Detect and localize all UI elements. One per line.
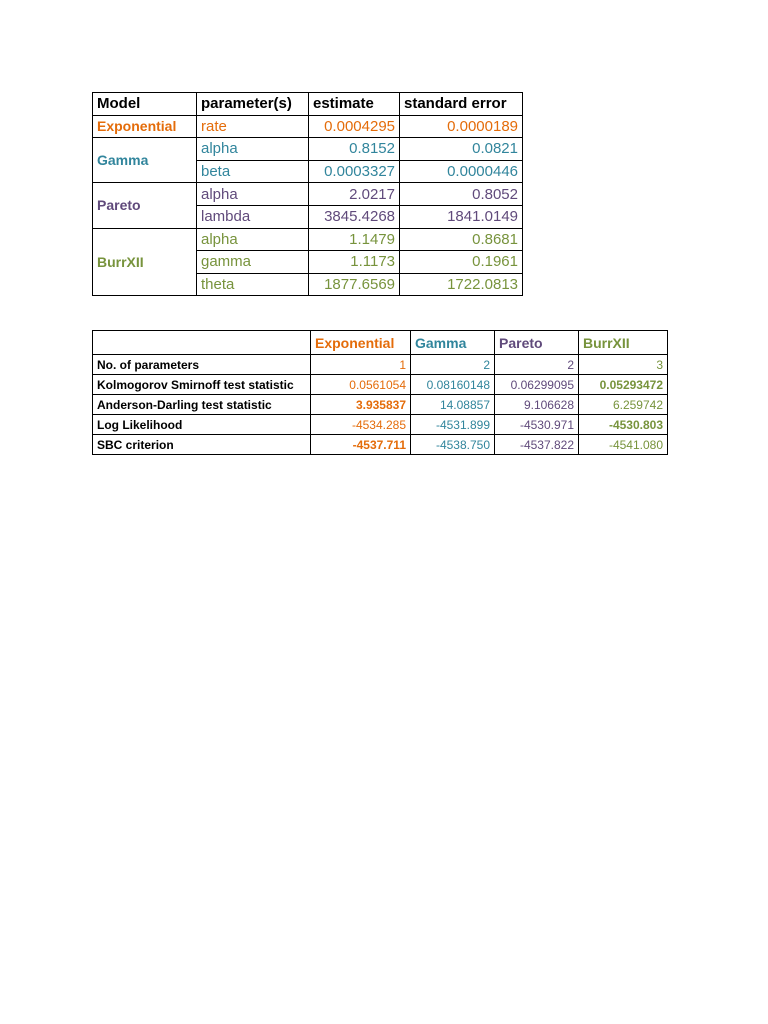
row-label-no-of-parameters: No. of parameters <box>93 355 311 375</box>
table-row <box>93 395 668 415</box>
parameter-name: alpha <box>197 183 309 206</box>
value-burrxii: 6.259742 <box>579 395 668 415</box>
goodness-of-fit-table <box>92 330 668 455</box>
std-error-value: 1722.0813 <box>400 273 523 296</box>
parameter-name: rate <box>197 115 309 138</box>
std-error-value: 1841.0149 <box>400 205 523 228</box>
header-exponential: Exponential <box>311 331 411 355</box>
header-burrxii: BurrXII <box>579 331 668 355</box>
estimate-value: 3845.4268 <box>309 205 400 228</box>
std-error-value: 0.1961 <box>400 251 523 274</box>
value-gamma: -4531.899 <box>411 415 495 435</box>
table-row <box>93 115 523 138</box>
model-exponential: Exponential <box>93 115 197 138</box>
header-gamma: Gamma <box>411 331 495 355</box>
table-row <box>93 355 668 375</box>
table-row <box>93 415 668 435</box>
value-pareto: 9.106628 <box>495 395 579 415</box>
header-parameters: parameter(s) <box>197 93 309 116</box>
value-exponential: -4534.285 <box>311 415 411 435</box>
table-header-row <box>93 93 523 116</box>
model-pareto: Pareto <box>93 183 197 228</box>
table-row <box>93 138 523 161</box>
model-burrxii: BurrXII <box>93 228 197 296</box>
header-model: Model <box>93 93 197 116</box>
value-exponential: 0.0561054 <box>311 375 411 395</box>
parameter-name: gamma <box>197 251 309 274</box>
estimate-value: 2.0217 <box>309 183 400 206</box>
estimate-value: 0.8152 <box>309 138 400 161</box>
header-empty <box>93 331 311 355</box>
row-label-anderson-darling: Anderson-Darling test statistic <box>93 395 311 415</box>
value-burrxii: -4541.080 <box>579 435 668 455</box>
value-gamma: 0.08160148 <box>411 375 495 395</box>
header-estimate: estimate <box>309 93 400 116</box>
estimate-value: 1.1479 <box>309 228 400 251</box>
estimate-value: 0.0004295 <box>309 115 400 138</box>
std-error-value: 0.0000446 <box>400 160 523 183</box>
row-label-kolmogorov-smirnoff: Kolmogorov Smirnoff test statistic <box>93 375 311 395</box>
value-exponential: 3.935837 <box>311 395 411 415</box>
value-gamma: -4538.750 <box>411 435 495 455</box>
parameter-name: alpha <box>197 138 309 161</box>
value-exponential: 1 <box>311 355 411 375</box>
parameter-name: beta <box>197 160 309 183</box>
table-row <box>93 183 523 206</box>
header-pareto: Pareto <box>495 331 579 355</box>
row-label-log-likelihood: Log Likelihood <box>93 415 311 435</box>
value-pareto: 2 <box>495 355 579 375</box>
model-gamma: Gamma <box>93 138 197 183</box>
estimate-value: 0.0003327 <box>309 160 400 183</box>
estimate-value: 1.1173 <box>309 251 400 274</box>
value-burrxii: 3 <box>579 355 668 375</box>
value-gamma: 2 <box>411 355 495 375</box>
value-pareto: -4537.822 <box>495 435 579 455</box>
table-header-row <box>93 331 668 355</box>
std-error-value: 0.8681 <box>400 228 523 251</box>
value-exponential: -4537.711 <box>311 435 411 455</box>
row-label-sbc-criterion: SBC criterion <box>93 435 311 455</box>
table-row <box>93 375 668 395</box>
value-pareto: 0.06299095 <box>495 375 579 395</box>
value-burrxii: 0.05293472 <box>579 375 668 395</box>
header-standard-error: standard error <box>400 93 523 116</box>
estimate-value: 1877.6569 <box>309 273 400 296</box>
std-error-value: 0.0000189 <box>400 115 523 138</box>
value-gamma: 14.08857 <box>411 395 495 415</box>
table-row <box>93 228 523 251</box>
value-pareto: -4530.971 <box>495 415 579 435</box>
parameter-name: alpha <box>197 228 309 251</box>
std-error-value: 0.8052 <box>400 183 523 206</box>
parameter-name: lambda <box>197 205 309 228</box>
table-row <box>93 435 668 455</box>
std-error-value: 0.0821 <box>400 138 523 161</box>
parameter-name: theta <box>197 273 309 296</box>
value-burrxii: -4530.803 <box>579 415 668 435</box>
parameter-estimates-table <box>92 92 523 296</box>
